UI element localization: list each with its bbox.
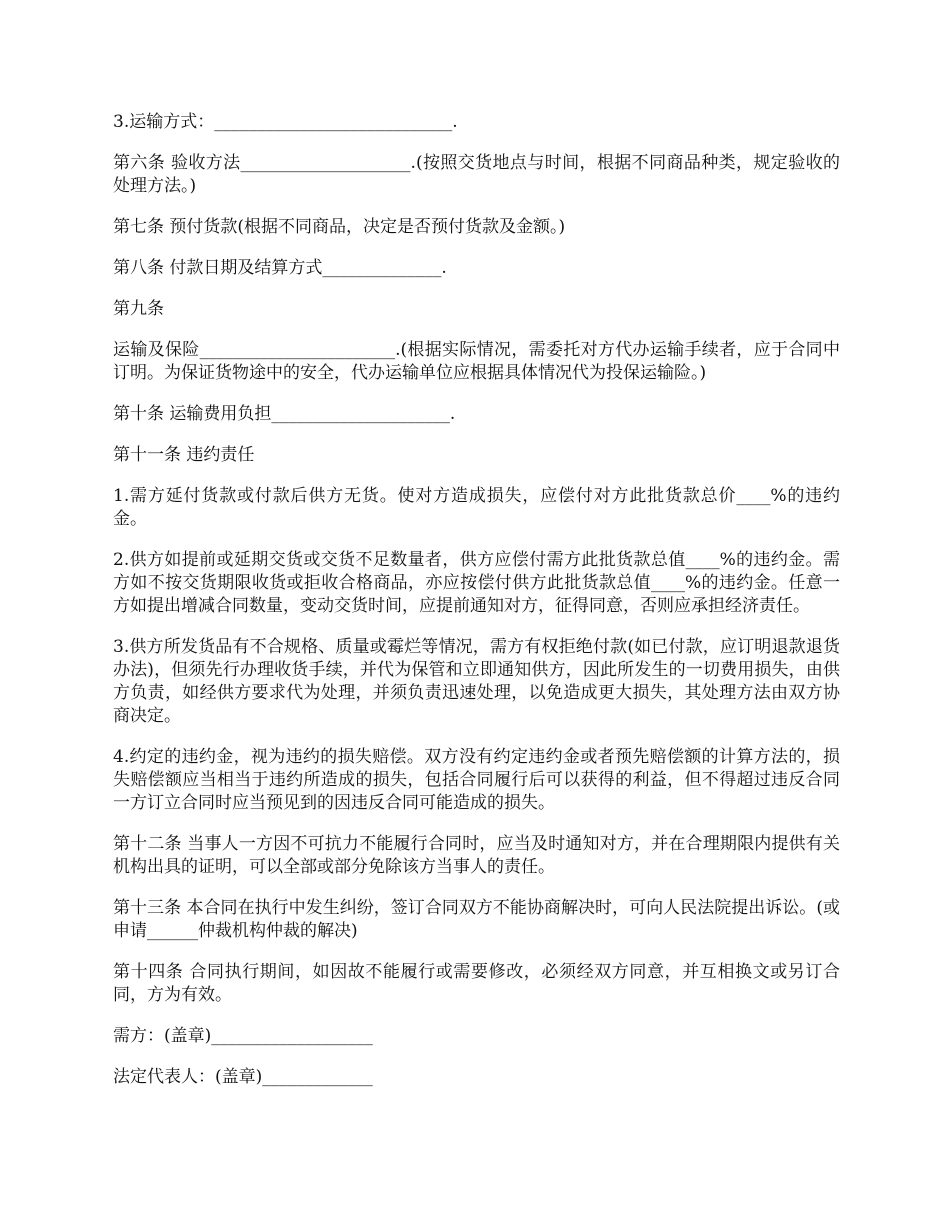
clause-11-item-3: 3.供方所发货品有不合规格、质量或霉烂等情况，需方有权拒绝付款(如已付款，应订明退款退货办法)，但须先行办理收货手续，并代为保管和立即通知供方，因此所发生的一切费用损失，由供方负责，如经供方要求代为处理，并须负责迅速处理，以免造成更大损失，其处理方法由双方协商决定。	[113, 637, 840, 726]
clause-12-force-majeure: 第十二条 当事人一方因不可抗力不能履行合同时，应当及时通知对方，并在合理期限内提供有关机构出具的证明，可以全部或部分免除该方当事人的责任。	[113, 834, 840, 877]
clause-10-transport-cost: 第十条 运输费用负担_____________________.	[113, 404, 456, 424]
clause-8-payment-date: 第八条 付款日期及结算方式______________.	[113, 258, 447, 278]
clause-14-modification: 第十四条 合同执行期间，如因故不能履行或需要修改，必须经双方同意，并互相换文或另订合同，方为有效。	[113, 962, 840, 1005]
clause-11-heading: 第十一条 违约责任	[113, 445, 255, 465]
buyer-signature-line: 需方：(盖章)___________________	[113, 1026, 373, 1046]
legal-representative-signature-line: 法定代表人：(盖章)_____________	[113, 1067, 373, 1087]
clause-13-dispute: 第十三条 本合同在执行中发生纠纷，签订合同双方不能协商解决时，可向人民法院提出诉讼。(或申请______仲裁机构仲裁的解决)	[113, 898, 840, 941]
clause-11-item-1: 1.需方延付货款或付款后供方无货。使对方造成损失，应偿付对方此批货款总价____%的违约金。	[113, 486, 840, 529]
clause-9-transport-insurance: 运输及保险_______________________.(根据实际情况，需委托对方代办运输手续者，应于合同中订明。为保证货物途中的安全，代办运输单位应根据具体情况代为投保运输险。)	[113, 340, 840, 383]
clause-7-prepayment: 第七条 预付货款(根据不同商品，决定是否预付货款及金额。)	[113, 217, 566, 237]
clause-11-item-4: 4.约定的违约金，视为违约的损失赔偿。双方没有约定违约金或者预先赔偿额的计算方法的，损失赔偿额应当相当于违约所造成的损失，包括合同履行后可以获得的利益，但不得超过违反合同一方订立合同时应当预见到的因违反合同可能造成的损失。	[113, 747, 840, 813]
clause-6-acceptance-method: 第六条 验收方法____________________.(按照交货地点与时间，根据不同商品种类，规定验收的处理方法。)	[113, 153, 840, 196]
document-body	[113, 111, 840, 1107]
clause-9-heading: 第九条	[113, 299, 164, 319]
clause-transport-method: 3.运输方式：____________________________.	[113, 112, 458, 132]
clause-11-item-2: 2.供方如提前或延期交货或交货不足数量者，供方应偿付需方此批货款总值____%的违约金。需方如不按交货期限收货或拒收合格商品，亦应按偿付供方此批货款总值____%的违约金。任意一方如提出增减合同数量，变动交货时间，应提前通知对方，征得同意，否则应承担经济责任。	[113, 550, 840, 616]
